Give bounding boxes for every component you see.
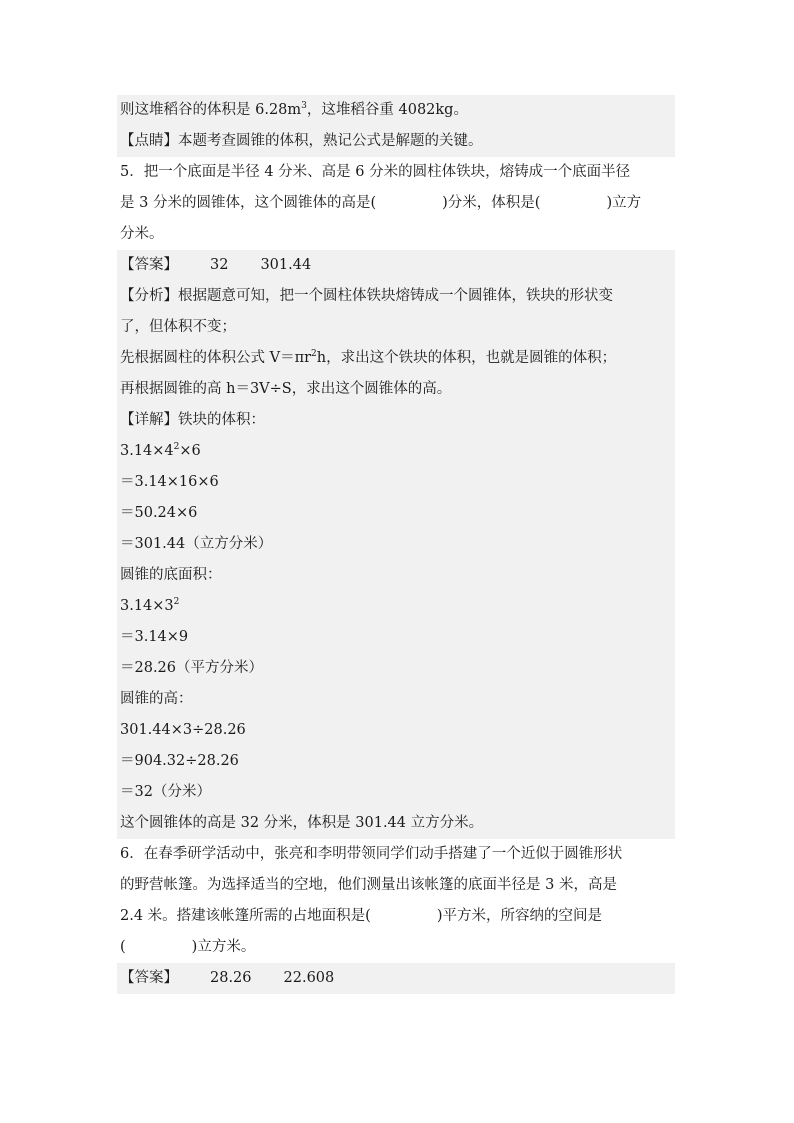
- answer-line: 【答案】 28.26 22.608: [117, 963, 675, 994]
- question-6-line: 的野营帐篷。为选择适当的空地，他们测量出该帐篷的底面半径是 3 米，高是: [120, 877, 617, 893]
- solution-line: 【详解】铁块的体积：: [117, 405, 675, 436]
- analysis-line: 了，但体积不变；: [117, 312, 675, 343]
- analysis-line: 再根据圆锥的高 h＝3V÷S，求出这个圆锥体的高。: [117, 374, 675, 405]
- solution-line: $3.14\times 4^2\times 6$: [117, 436, 675, 467]
- solution-line: ＝3.14×9: [117, 622, 675, 653]
- solution-line: 圆锥的高：: [117, 684, 675, 715]
- answer-line: 【答案】 32 301.44: [117, 250, 675, 281]
- document-content: [117, 95, 675, 994]
- solution-line: 301.44×3÷28.26: [117, 715, 675, 746]
- question-5-line: 分米。: [120, 226, 164, 242]
- solution-line: ＝50.24×6: [117, 498, 675, 529]
- solution-line: $3.14\times 3^2$: [117, 591, 675, 622]
- text-line: 则这堆稻谷的体积是 $6.28m^3$，这堆稻谷重 4082kg。: [117, 95, 675, 126]
- analysis-line: 先根据圆柱的体积公式 $V=\pi r^2h$，求出这个铁块的体积，也就是圆锥的体积；: [117, 343, 675, 374]
- solution-line: ＝3.14×16×6: [117, 467, 675, 498]
- solution-line: ＝301.44（立方分米）: [117, 529, 675, 560]
- solution-line: ＝32（分米）: [117, 777, 675, 808]
- solution-line: ＝904.32÷28.26: [117, 746, 675, 777]
- question-6-line: 2.4 米。搭建该帐篷所需的占地面积是( )平方米，所容纳的空间是: [120, 908, 602, 924]
- solution-line: 圆锥的底面积：: [117, 560, 675, 591]
- text-line: 【点睛】本题考查圆锥的体积，熟记公式是解题的关键。: [117, 126, 675, 157]
- question-5-line: 是 3 分米的圆锥体，这个圆锥体的高是( )分米，体积是( )立方: [120, 195, 642, 211]
- question-6-line: ( )立方米。: [120, 939, 256, 955]
- question-6-line: 6．在春季研学活动中，张亮和李明带领同学们动手搭建了一个近似于圆锥形状: [120, 846, 623, 862]
- solution-line: 这个圆锥体的高是 32 分米，体积是 301.44 立方分米。: [117, 808, 675, 839]
- solution-line: ＝28.26（平方分米）: [117, 653, 675, 684]
- analysis-line: 【分析】根据题意可知，把一个圆柱体铁块熔铸成一个圆锥体，铁块的形状变: [117, 281, 675, 312]
- question-5-line: 5．把一个底面是半径 4 分米、高是 6 分米的圆柱体铁块，熔铸成一个底面半径: [120, 164, 631, 180]
